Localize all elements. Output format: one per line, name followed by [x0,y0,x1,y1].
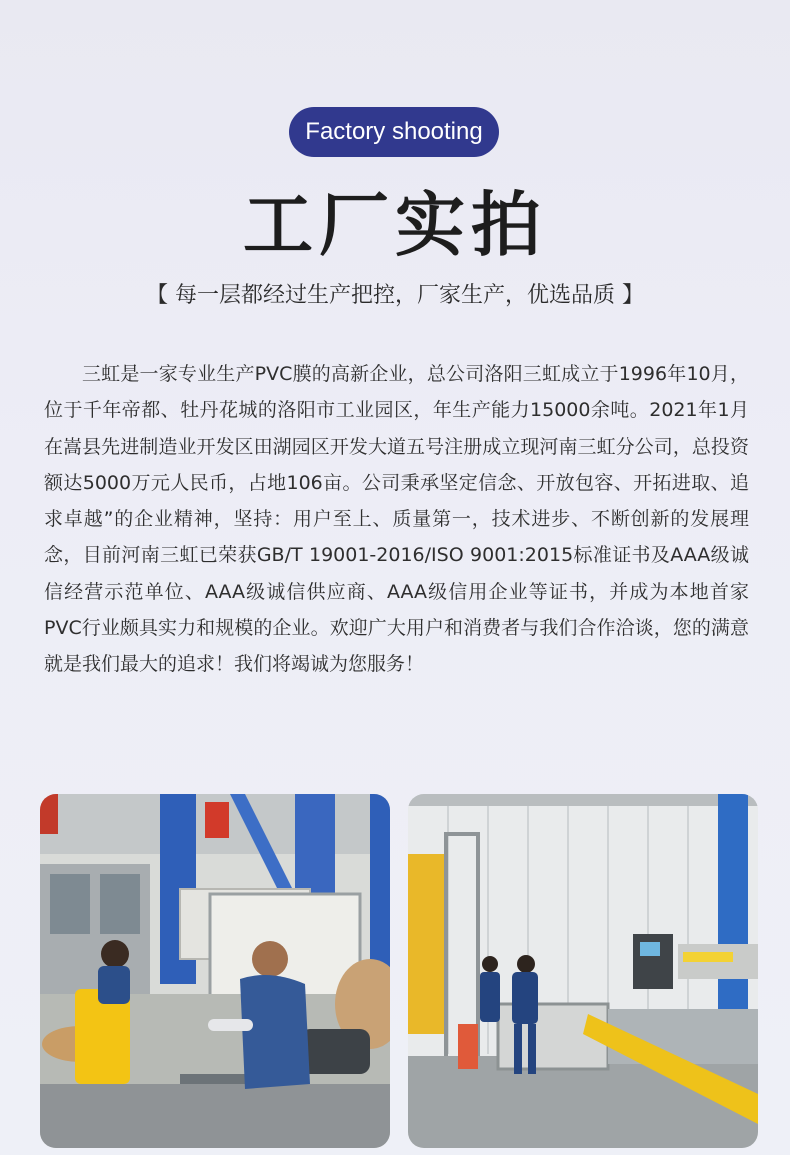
factory-photo-production-line [408,794,758,1148]
page-subtitle: 【 每一层都经过生产把控，厂家生产，优选品质 】 [146,283,644,308]
page-title: 工厂实拍 [243,184,547,266]
factory-photo-workers-at-machine [40,794,390,1148]
company-intro-paragraph: 三虹是一家专业生产PVC膜的高新企业，总公司洛阳三虹成立于1996年10月，位于千年帝都、牡丹花城的洛阳市工业园区，年生产能力15000余吨。2021年1月在嵩县先进制造业开发区田湖园区开发大道五号注册成立现河南三虹分公司，总投资额达5000万元人民币，占地106亩。公司秉承坚定信念、开放包容、开拓进取、追求卓越”的企业精神，坚持：用户至上、质量第一，技术进步、不断创新的发展理念，目前河南三虹已荣获GB/T 19001-2016/ISO 9001:2015标准证书及AAA级诚信经营示范单位、AAA级诚信供应商、AAA级信用企业等证书，并成为本地首家PVC行业颇具实力和规模的企业。欢迎广大用户和消费者与我们合作洽谈，您的满意就是我们最大的追求！我们将竭诚为您服务！ [44,363,749,676]
factory-photo-right-image [408,794,758,1148]
factory-shooting-badge [289,107,499,157]
factory-photo-left-image [40,794,390,1148]
badge-label: Factory shooting [305,118,483,145]
